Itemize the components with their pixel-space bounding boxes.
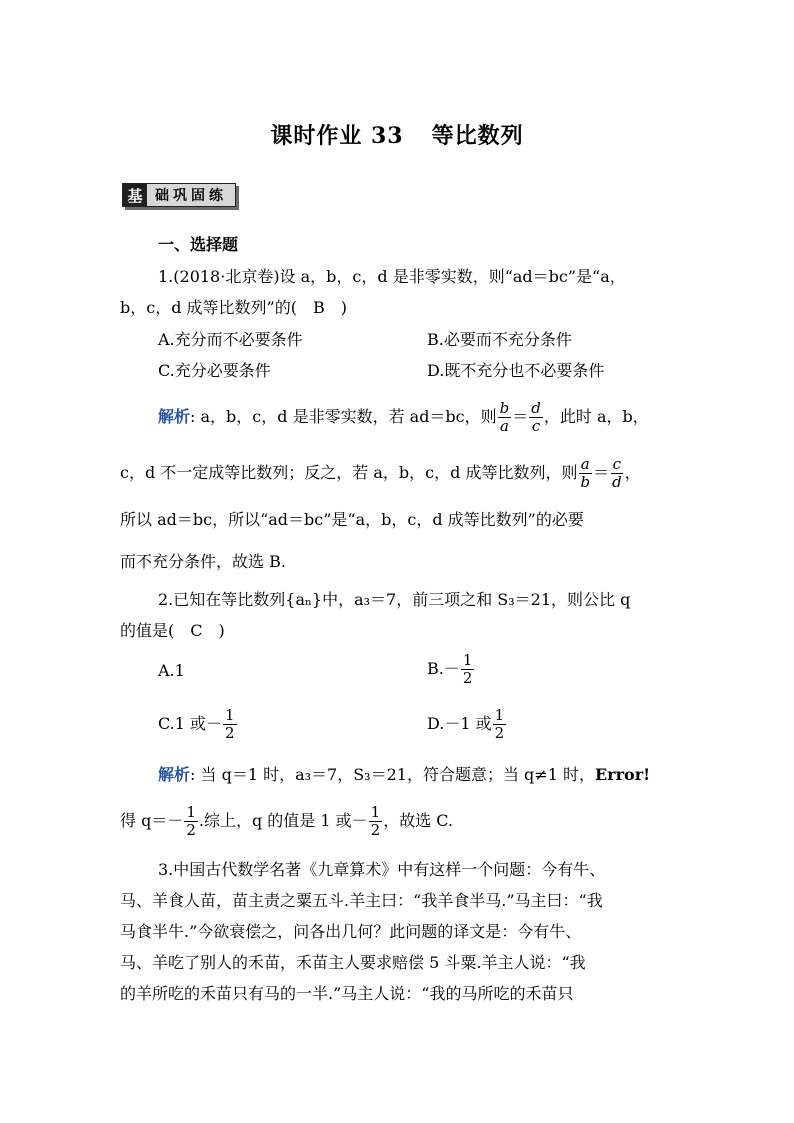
q1-solution-line4: 而不充分条件，故选 B. [120, 552, 286, 571]
q1-option-b: B.必要而不充分条件 [427, 330, 572, 349]
q1-option-d: D.既不充分也不必要条件 [427, 361, 605, 380]
q2-sol1-text: : 当 q＝1 时，a₃＝7，S₃＝21，符合题意；当 q≠1 时， [190, 765, 595, 784]
frac-num: 1 [370, 803, 381, 821]
fraction-one-half [461, 652, 475, 687]
q1-solution-line3: 所以 ad＝bc，所以“ad＝bc”是“a，b，c，d 成等比数列”的必要 [120, 510, 584, 529]
q1-sol2-text: c，d 不一定成等比数列；反之，若 a，b，c，d 成等比数列，则 [120, 463, 578, 482]
q2-stem-line1: 2.已知在等比数列{aₙ}中，a₃＝7，前三项之和 S₃＝21，则公比 q [158, 590, 631, 609]
badge-label: 础巩固练 [147, 184, 235, 206]
q1-stem-line1: 1.(2018·北京卷)设 a，b，c，d 是非零实数，则“ad＝bc”是“a， [158, 267, 626, 286]
badge-first-char: 基 [123, 184, 147, 206]
fraction-b-over-a [498, 400, 512, 435]
section-badge [122, 183, 236, 207]
q2-option-c [158, 707, 238, 742]
q2-option-b [427, 652, 475, 687]
q3-stem-line1: 3.中国古代数学名著《九章算术》中有这样一个问题：今有牛、 [158, 860, 606, 879]
equals-sign: ＝ [593, 463, 610, 482]
fraction-d-over-c [529, 400, 543, 435]
frac-den: 2 [225, 724, 235, 742]
error-text: Error! [594, 765, 651, 784]
fraction-a-over-b [578, 456, 592, 491]
q1-sol1-text: : a，b，c，d 是非零实数，若 ad＝bc，则 [190, 407, 497, 426]
page-title [0, 119, 794, 150]
frac-den: d [612, 473, 622, 491]
q3-stem-line2: 马、羊食人苗，苗主责之粟五斗.羊主曰：“我羊食半马.”马主曰：“我 [120, 891, 603, 910]
frac-den: b [580, 473, 591, 491]
fraction-one-half [493, 707, 507, 742]
q2-option-c-text: C.1 或－ [158, 714, 223, 733]
q1-option-c: C.充分必要条件 [158, 361, 271, 380]
q1-sol2-tail: ， [624, 463, 641, 482]
q2-option-b-text: B.－ [427, 659, 460, 678]
frac-num: b [499, 399, 510, 417]
fraction-one-half [369, 804, 383, 839]
q2-option-d-text: D.－1 或 [427, 714, 492, 733]
q2-sol2-text: 得 q＝－ [120, 811, 184, 830]
q2-sol2-tail: ，故选 C. [383, 811, 454, 830]
q1-stem-line2: b，c，d 成等比数列”的( B ) [120, 298, 347, 317]
title-sub: 等比数列 [431, 123, 524, 149]
q2-option-a: A.1 [158, 661, 185, 680]
q1-solution-line1 [158, 400, 649, 435]
fraction-c-over-d [610, 456, 624, 491]
frac-num: 1 [186, 803, 196, 821]
q1-sol1-tail: ，此时 a，b， [543, 407, 649, 426]
q2-solution-line2 [120, 804, 453, 839]
frac-den: 2 [494, 724, 505, 742]
equals-sign: ＝ [512, 407, 529, 426]
section-heading: 一、选择题 [158, 235, 239, 254]
frac-num: c [612, 455, 622, 473]
frac-den: c [531, 417, 541, 435]
q3-stem-line3: 马食半牛.”今欲衰偿之，问各出几何？此问题的译文是：今有牛、 [120, 922, 582, 941]
fraction-one-half [223, 707, 237, 742]
frac-num: d [531, 399, 541, 417]
frac-num: a [580, 455, 590, 473]
frac-num: 1 [462, 651, 473, 669]
q1-solution-line2 [120, 456, 641, 491]
frac-den: 2 [370, 821, 381, 839]
q2-solution-label: 解析 [158, 765, 191, 784]
frac-den: 2 [186, 821, 196, 839]
q1-solution-label: 解析 [158, 407, 191, 426]
frac-num: 1 [225, 706, 235, 724]
frac-num: 1 [494, 706, 505, 724]
q2-sol2-middle: .综上，q 的值是 1 或－ [198, 811, 368, 830]
fraction-one-half [184, 804, 198, 839]
q2-stem-line2: 的值是( C ) [120, 621, 225, 640]
q1-option-a: A.充分而不必要条件 [158, 330, 303, 349]
q3-stem-line5: 的羊所吃的禾苗只有马的一半.”马主人说：“我的马所吃的禾苗只 [120, 984, 574, 1003]
q2-solution-line1 [158, 764, 650, 786]
q2-option-d [427, 707, 507, 742]
frac-den: a [499, 417, 509, 435]
q3-stem-line4: 马、羊吃了别人的禾苗，禾苗主人要求赔偿 5 斗粟.羊主人说：“我 [120, 953, 586, 972]
title-main: 课时作业 33 [270, 123, 404, 149]
frac-den: 2 [462, 669, 473, 687]
